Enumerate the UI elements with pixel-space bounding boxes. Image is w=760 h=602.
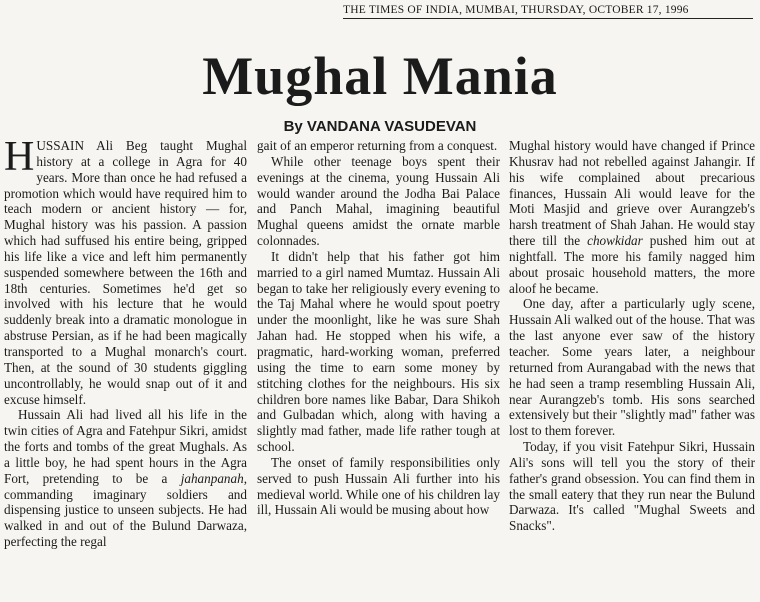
paragraph: [4, 138, 247, 407]
paragraph-text: pushed him out at nightfall. The more his family nagged him about prosaic household matters, the more aloof he became.: [509, 233, 755, 296]
article-column-3: [509, 138, 755, 598]
newspaper-masthead: THE TIMES OF INDIA, MUMBAI, THURSDAY, OCTOBER 17, 1996: [343, 4, 753, 19]
paragraph-text: USSAIN Ali Beg taught Mughal history at a college in Agra for 40 years. More than once he had refused a promotion which would have required him to teach modern or ancient history — for, Mughal history was his passion. A passion which had suffused his entire being, gripped his life like a vice and left him permanently suspended somewhere between the 16th and 18th centuries. Sometimes he'd get so involved with his lecture that he would suddenly break into a dramatic monologue in abstruse Persian, as if he had been magically transported to a Mughal monarch's court. Then, at the sound of 30 students giggling uncontrollably, he would snap out of it and excuse himself.: [4, 138, 247, 407]
drop-cap: H: [4, 138, 35, 180]
paragraph: Today, if you visit Fatehpur Sikri, Hussain Ali's sons will tell you the story of their father's grand obsession. You can find them in the small eatery that they run near the Bulund Darwaza. It's called "Mughal Sweets and Snacks".: [509, 439, 755, 534]
paragraph: It didn't help that his father got him married to a girl named Mumtaz. Hussain Ali began to take her religiously every evening to the Taj Mahal where he would spout poetry under the moonlight, like he was sure Shah Jahan had. He stopped when his wife, a pragmatic, hard-working woman, preferred using the time to earn some money by stitching clothes for the neighbours. His six children bore names like Babar, Dara Shikoh and Gulbadan which, along with having a slightly mad father, made life rather tough at school.: [257, 248, 500, 455]
paragraph-text: Mughal history would have changed if Prince Khusrav had not rebelled against Jahangir. If his wife complained about precarious finances, Hussain Ali would leave for the Moti Masjid and grieve over Aurangzeb's harsh treatment of Shah Jahan. He would stay there till the: [509, 138, 755, 249]
paragraph: gait of an emperor returning from a conquest.: [257, 138, 498, 153]
article-byline: By VANDANA VASUDEVAN: [283, 118, 477, 135]
paragraph-text: Hussain Ali had lived all his life in the twin cities of Agra and Fatehpur Sikri, amidst the forts and tombs of the great Mughals. As a little boy, he had spent hours in the Agra Fort, pretending to be a: [4, 407, 247, 486]
paragraph: One day, after a particularly ugly scene, Hussain Ali walked out of the house. That was the last anyone ever saw of the history teacher. Some years later, a neighbour returned from Aurangabad with the news that he had seen a tramp resembling Hussain Ali, near Aurangzeb's tomb. His sons searched extensively but their "slightly mad" father was lost to them forever.: [509, 296, 755, 439]
article-column-2: [257, 138, 500, 598]
article-column-1: [4, 138, 247, 598]
paragraph: [4, 407, 247, 550]
paragraph: While other teenage boys spent their evenings at the cinema, young Hussain Ali would wander around the Jodha Bai Palace and Panch Mahal, imagining beautiful Mughal queens amidst the ornate marble colonnades.: [257, 153, 500, 249]
article-headline: Mughal Mania: [202, 46, 558, 106]
paragraph-text: , commanding imaginary soldiers and dispensing justice to unseen subjects. He had walked in and out of the Bulund Darwaza, perfecting the regal: [4, 470, 247, 550]
paragraph: The onset of family responsibilities only served to push Hussain Ali further into his medieval world. While one of his children lay ill, Hussain Ali would be musing about how: [257, 454, 500, 518]
paragraph: [509, 138, 755, 296]
italic-term: chowkidar: [587, 233, 643, 249]
italic-term: jahanpanah: [180, 470, 244, 486]
